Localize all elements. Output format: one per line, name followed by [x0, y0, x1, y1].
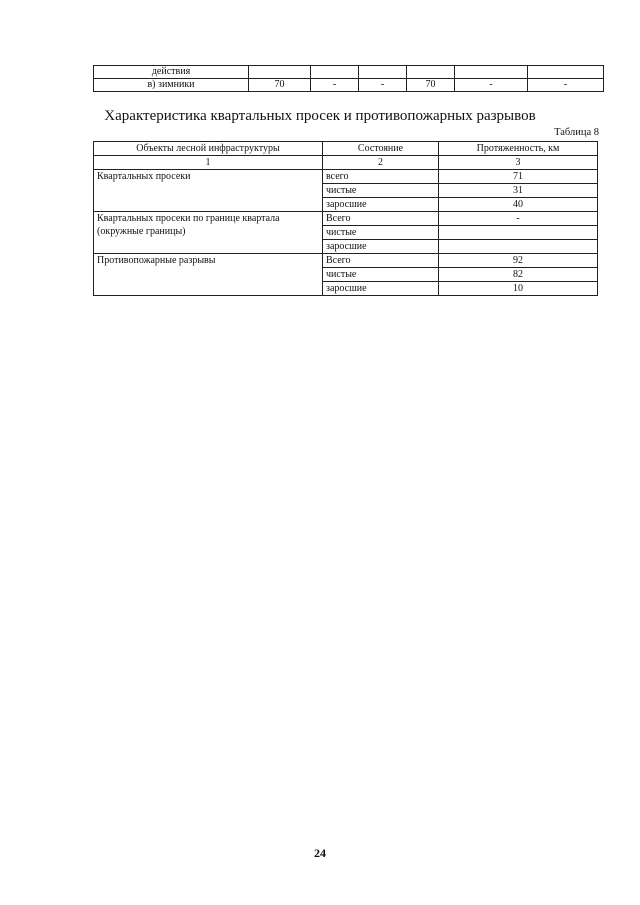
roads-table-fragment [93, 65, 604, 92]
column-header: Протяженность, км [439, 142, 598, 156]
table-number-row [94, 156, 598, 170]
table-cell: - [528, 79, 604, 92]
length-cell: 31 [439, 184, 598, 198]
row-label: действия [94, 66, 249, 79]
state-cell: чистые [323, 268, 439, 282]
row-label: в) зимники [94, 79, 249, 92]
state-cell: Всего [323, 254, 439, 268]
length-cell [439, 226, 598, 240]
table-cell [359, 66, 407, 79]
state-cell: чистые [323, 184, 439, 198]
length-cell: 71 [439, 170, 598, 184]
column-number: 1 [94, 156, 323, 170]
table-row [94, 212, 598, 226]
length-cell [439, 240, 598, 254]
state-cell: всего [323, 170, 439, 184]
table-cell: - [455, 79, 528, 92]
length-cell: 82 [439, 268, 598, 282]
table-cell [311, 66, 359, 79]
table-cell: 70 [407, 79, 455, 92]
table-cell [249, 66, 311, 79]
table-cell [528, 66, 604, 79]
state-cell: заросшие [323, 198, 439, 212]
table-caption: Таблица 8 [554, 127, 599, 138]
column-number: 3 [439, 156, 598, 170]
column-header: Состояние [323, 142, 439, 156]
table-row [94, 170, 598, 184]
table-cell: - [359, 79, 407, 92]
table-cell: - [311, 79, 359, 92]
length-cell: 40 [439, 198, 598, 212]
length-cell: 10 [439, 282, 598, 296]
state-cell: Всего [323, 212, 439, 226]
infrastructure-table [93, 141, 598, 296]
state-cell: заросшие [323, 240, 439, 254]
column-header: Объекты лесной инфраструктуры [94, 142, 323, 156]
section-title: Характеристика квартальных просек и противопожарных разрывов [104, 108, 536, 124]
page-number: 24 [314, 846, 326, 860]
table-cell [407, 66, 455, 79]
table-header-row [94, 142, 598, 156]
object-cell: Квартальных просеки [94, 170, 323, 212]
table-cell [455, 66, 528, 79]
object-cell: Квартальных просеки по границе квартала (окружные границы) [94, 212, 323, 254]
state-cell: чистые [323, 226, 439, 240]
table-row [94, 79, 604, 92]
length-cell: 92 [439, 254, 598, 268]
table-row [94, 254, 598, 268]
table-cell: 70 [249, 79, 311, 92]
column-number: 2 [323, 156, 439, 170]
object-cell: Противопожарные разрывы [94, 254, 323, 296]
length-cell: - [439, 212, 598, 226]
table-row [94, 66, 604, 79]
state-cell: заросшие [323, 282, 439, 296]
